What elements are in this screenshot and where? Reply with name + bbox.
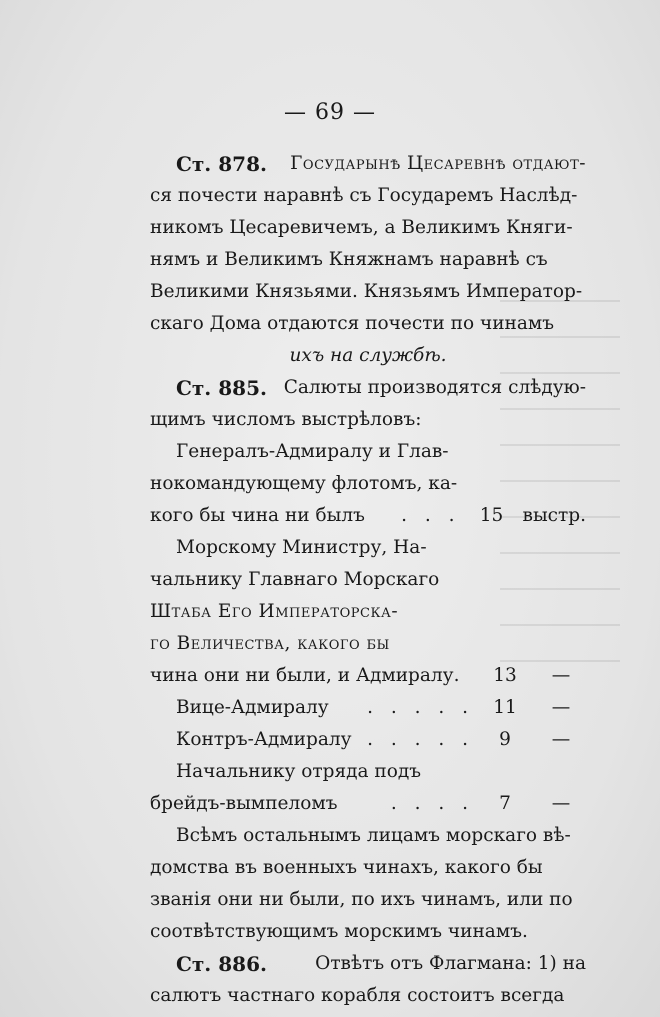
line-text: домства въ военныхъ чинахъ, какого бы	[150, 857, 543, 878]
salute-line	[150, 532, 586, 564]
salute-count: 11	[493, 697, 517, 718]
salute-unit: —	[551, 697, 571, 718]
text-line	[150, 308, 586, 340]
text-line	[150, 244, 586, 276]
line-text: нокомандующему флотомъ, ка-	[150, 473, 458, 494]
page-number: — 69 —	[284, 100, 376, 125]
line-text: скаго Дома отдаются почести по чинамъ	[150, 313, 555, 334]
line-text: званія они ни были, по ихъ чинамъ, или по	[150, 889, 573, 910]
line-text: щимъ числомъ выстрѣловъ:	[150, 409, 422, 430]
line-text: Салюты производятся слѣдую-	[283, 377, 586, 398]
salute-title: брейдъ-вымпеломъ	[150, 793, 338, 814]
leader-dots: . . . . .	[367, 697, 474, 718]
text-line	[150, 372, 586, 404]
salute-line	[150, 468, 586, 500]
salute-line	[150, 564, 586, 596]
salute-row	[150, 500, 586, 532]
salute-count: 15	[479, 505, 504, 526]
text-line	[150, 884, 586, 916]
line-text: Генералъ-Адмиралу и Глав-	[176, 441, 449, 462]
text-line	[150, 148, 586, 180]
salute-row	[150, 724, 586, 756]
salute-row	[150, 692, 586, 724]
text-line	[150, 916, 586, 948]
salute-title: Вице-Адмиралу	[176, 697, 329, 718]
leader-dots: . . .	[401, 505, 461, 526]
salute-unit: выстр.	[522, 505, 586, 526]
leader-dots: . . . .	[390, 793, 474, 814]
article-number: Ст. 885.	[176, 376, 267, 400]
salute-line	[150, 436, 586, 468]
salute-row	[150, 788, 586, 820]
line-text: никомъ Цесаревичемъ, а Великимъ Княги-	[150, 217, 573, 238]
line-text: Всѣмъ остальнымъ лицамъ морскаго вѣ-	[176, 825, 571, 846]
line-text: ся почести наравнѣ съ Государемъ Наслѣд-	[150, 185, 578, 206]
article-number: Ст. 886.	[176, 952, 267, 976]
salute-title: Контръ-Адмиралу	[176, 729, 352, 750]
line-text: нямъ и Великимъ Княжнамъ наравнѣ съ	[150, 249, 548, 270]
salute-title: кого бы чина ни былъ	[150, 505, 365, 526]
line-text: Начальнику отряда подъ	[176, 761, 422, 782]
line-text: Морскому Министру, На-	[176, 537, 427, 558]
salute-line	[150, 756, 586, 788]
text-line	[150, 212, 586, 244]
salute-title: чина они ни были, и Адмиралу.	[150, 665, 460, 686]
text-line	[150, 340, 586, 372]
line-text: Отвѣтъ отъ Флагмана: 1) на	[315, 953, 586, 974]
line-text: ихъ на службѣ.	[289, 345, 447, 366]
salute-count: 13	[493, 665, 517, 686]
text-line	[150, 276, 586, 308]
salute-unit: —	[551, 729, 571, 750]
salute-row	[150, 660, 586, 692]
line-text: салютъ частнаго корабля состоитъ всегда	[150, 985, 565, 1006]
line-text: соотвѣтствующимъ морскимъ чинамъ.	[150, 921, 528, 942]
leader-dots: . . . . .	[367, 729, 474, 750]
line-text: Штаба Его Императорска-	[150, 601, 399, 622]
salute-unit: —	[551, 665, 571, 686]
line-text: го Величества, какого бы	[150, 633, 390, 654]
text-line	[150, 948, 586, 980]
salute-count: 7	[499, 793, 511, 814]
line-text: Государынѣ Цесаревнѣ отдают-	[290, 153, 586, 174]
text-line	[150, 820, 586, 852]
page-body	[150, 148, 586, 1012]
salute-unit: —	[551, 793, 571, 814]
text-line	[150, 180, 586, 212]
salute-line	[150, 628, 586, 660]
text-line	[150, 980, 586, 1012]
article-number: Ст. 878.	[176, 152, 267, 176]
line-text: чальнику Главнаго Морскаго	[150, 569, 440, 590]
text-line	[150, 404, 586, 436]
salute-line	[150, 596, 586, 628]
salute-count: 9	[499, 729, 511, 750]
line-text: Великими Князьями. Князьямъ Император-	[150, 281, 583, 302]
text-line	[150, 852, 586, 884]
